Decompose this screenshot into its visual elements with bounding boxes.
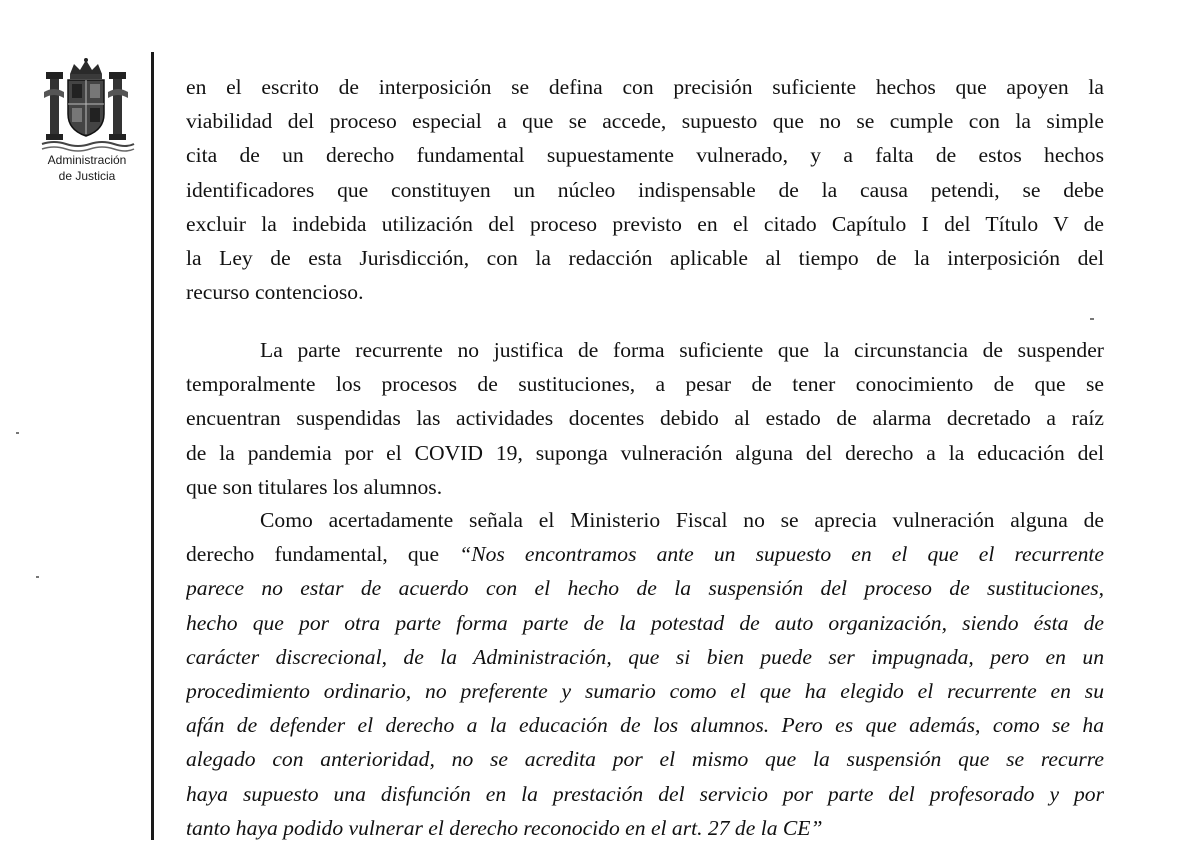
text-segment: derecho fundamental, que	[186, 542, 460, 567]
coat-of-arms-icon	[34, 56, 138, 152]
text-line: que son titulares los alumnos.	[186, 474, 443, 499]
quote-line: tanto haya podido vulnerar el derecho reconocido en el art. 27 de la CE”	[186, 815, 823, 840]
text-line: encuentran suspendidas las actividades docentes debido al estado de alarma decretado a raíz	[186, 406, 1104, 431]
text-line: viabilidad del proceso especial a que se accede, supuesto que no se cumple con la simple	[186, 109, 1104, 134]
margin-rule	[151, 52, 154, 840]
quote-line: alegado con anterioridad, no se acredita por el mismo que la suspensión que se recurre	[186, 747, 1104, 772]
institution-line-2: de Justicia	[58, 169, 116, 183]
quote-line: hecho que por otra parte forma parte de la potestad de auto organización, siendo ésta de	[186, 610, 1104, 635]
quote-segment: “Nos encontramos ante un supuesto en el que el recurrente	[459, 542, 1104, 567]
text-line: recurso contencioso.	[186, 280, 364, 305]
text-line: identificadores que constituyen un núcleo indispensable de la causa petendi, se debe	[186, 177, 1104, 202]
scan-speck	[1090, 318, 1094, 320]
quote-line: procedimiento ordinario, no preferente y sumario como el que ha elegido el recurrente en su	[186, 678, 1104, 703]
text-line: temporalmente los procesos de sustituciones, a pesar de tener conocimiento de que se	[186, 372, 1104, 397]
quote-line: carácter discrecional, de la Administración, que si bien puede ser impugnada, pero en un	[186, 644, 1104, 669]
text-line: La parte recurrente no justifica de forma suficiente que la circunstancia de suspender	[260, 338, 1104, 362]
paragraph-3	[186, 503, 1104, 845]
scan-speck	[16, 432, 19, 434]
paragraph-1	[186, 70, 1104, 309]
quote-line: haya supuesto una disfunción en la prestación del servicio por parte del profesorado y por	[186, 781, 1104, 806]
text-line: de la pandemia por el COVID 19, suponga vulneración alguna del derecho a la educación del	[186, 440, 1104, 465]
scan-speck	[36, 576, 39, 578]
institution-name	[30, 152, 144, 184]
text-line-mixed	[186, 537, 1104, 571]
text-line: cita de un derecho fundamental supuestamente vulnerado, y a falta de estos hechos	[186, 143, 1104, 168]
text-line: en el escrito de interposición se defina con precisión suficiente hechos que apoyen la	[186, 75, 1104, 99]
quote-line: afán de defender el derecho a la educación de los alumnos. Pero es que además, como se ha	[186, 713, 1104, 738]
paragraph-2	[186, 333, 1104, 504]
quote-line: parece no estar de acuerdo con el hecho de la suspensión del proceso de sustituciones,	[186, 576, 1104, 601]
institution-line-1: Administración	[47, 153, 127, 167]
text-line: excluir la indebida utilización del proceso previsto en el citado Capítulo I del Título V de	[186, 211, 1104, 236]
text-line: la Ley de esta Jurisdicción, con la redacción aplicable al tiempo de la interposición del	[186, 245, 1104, 270]
text-line: Como acertadamente señala el Ministerio Fiscal no se aprecia vulneración alguna de	[260, 508, 1104, 532]
